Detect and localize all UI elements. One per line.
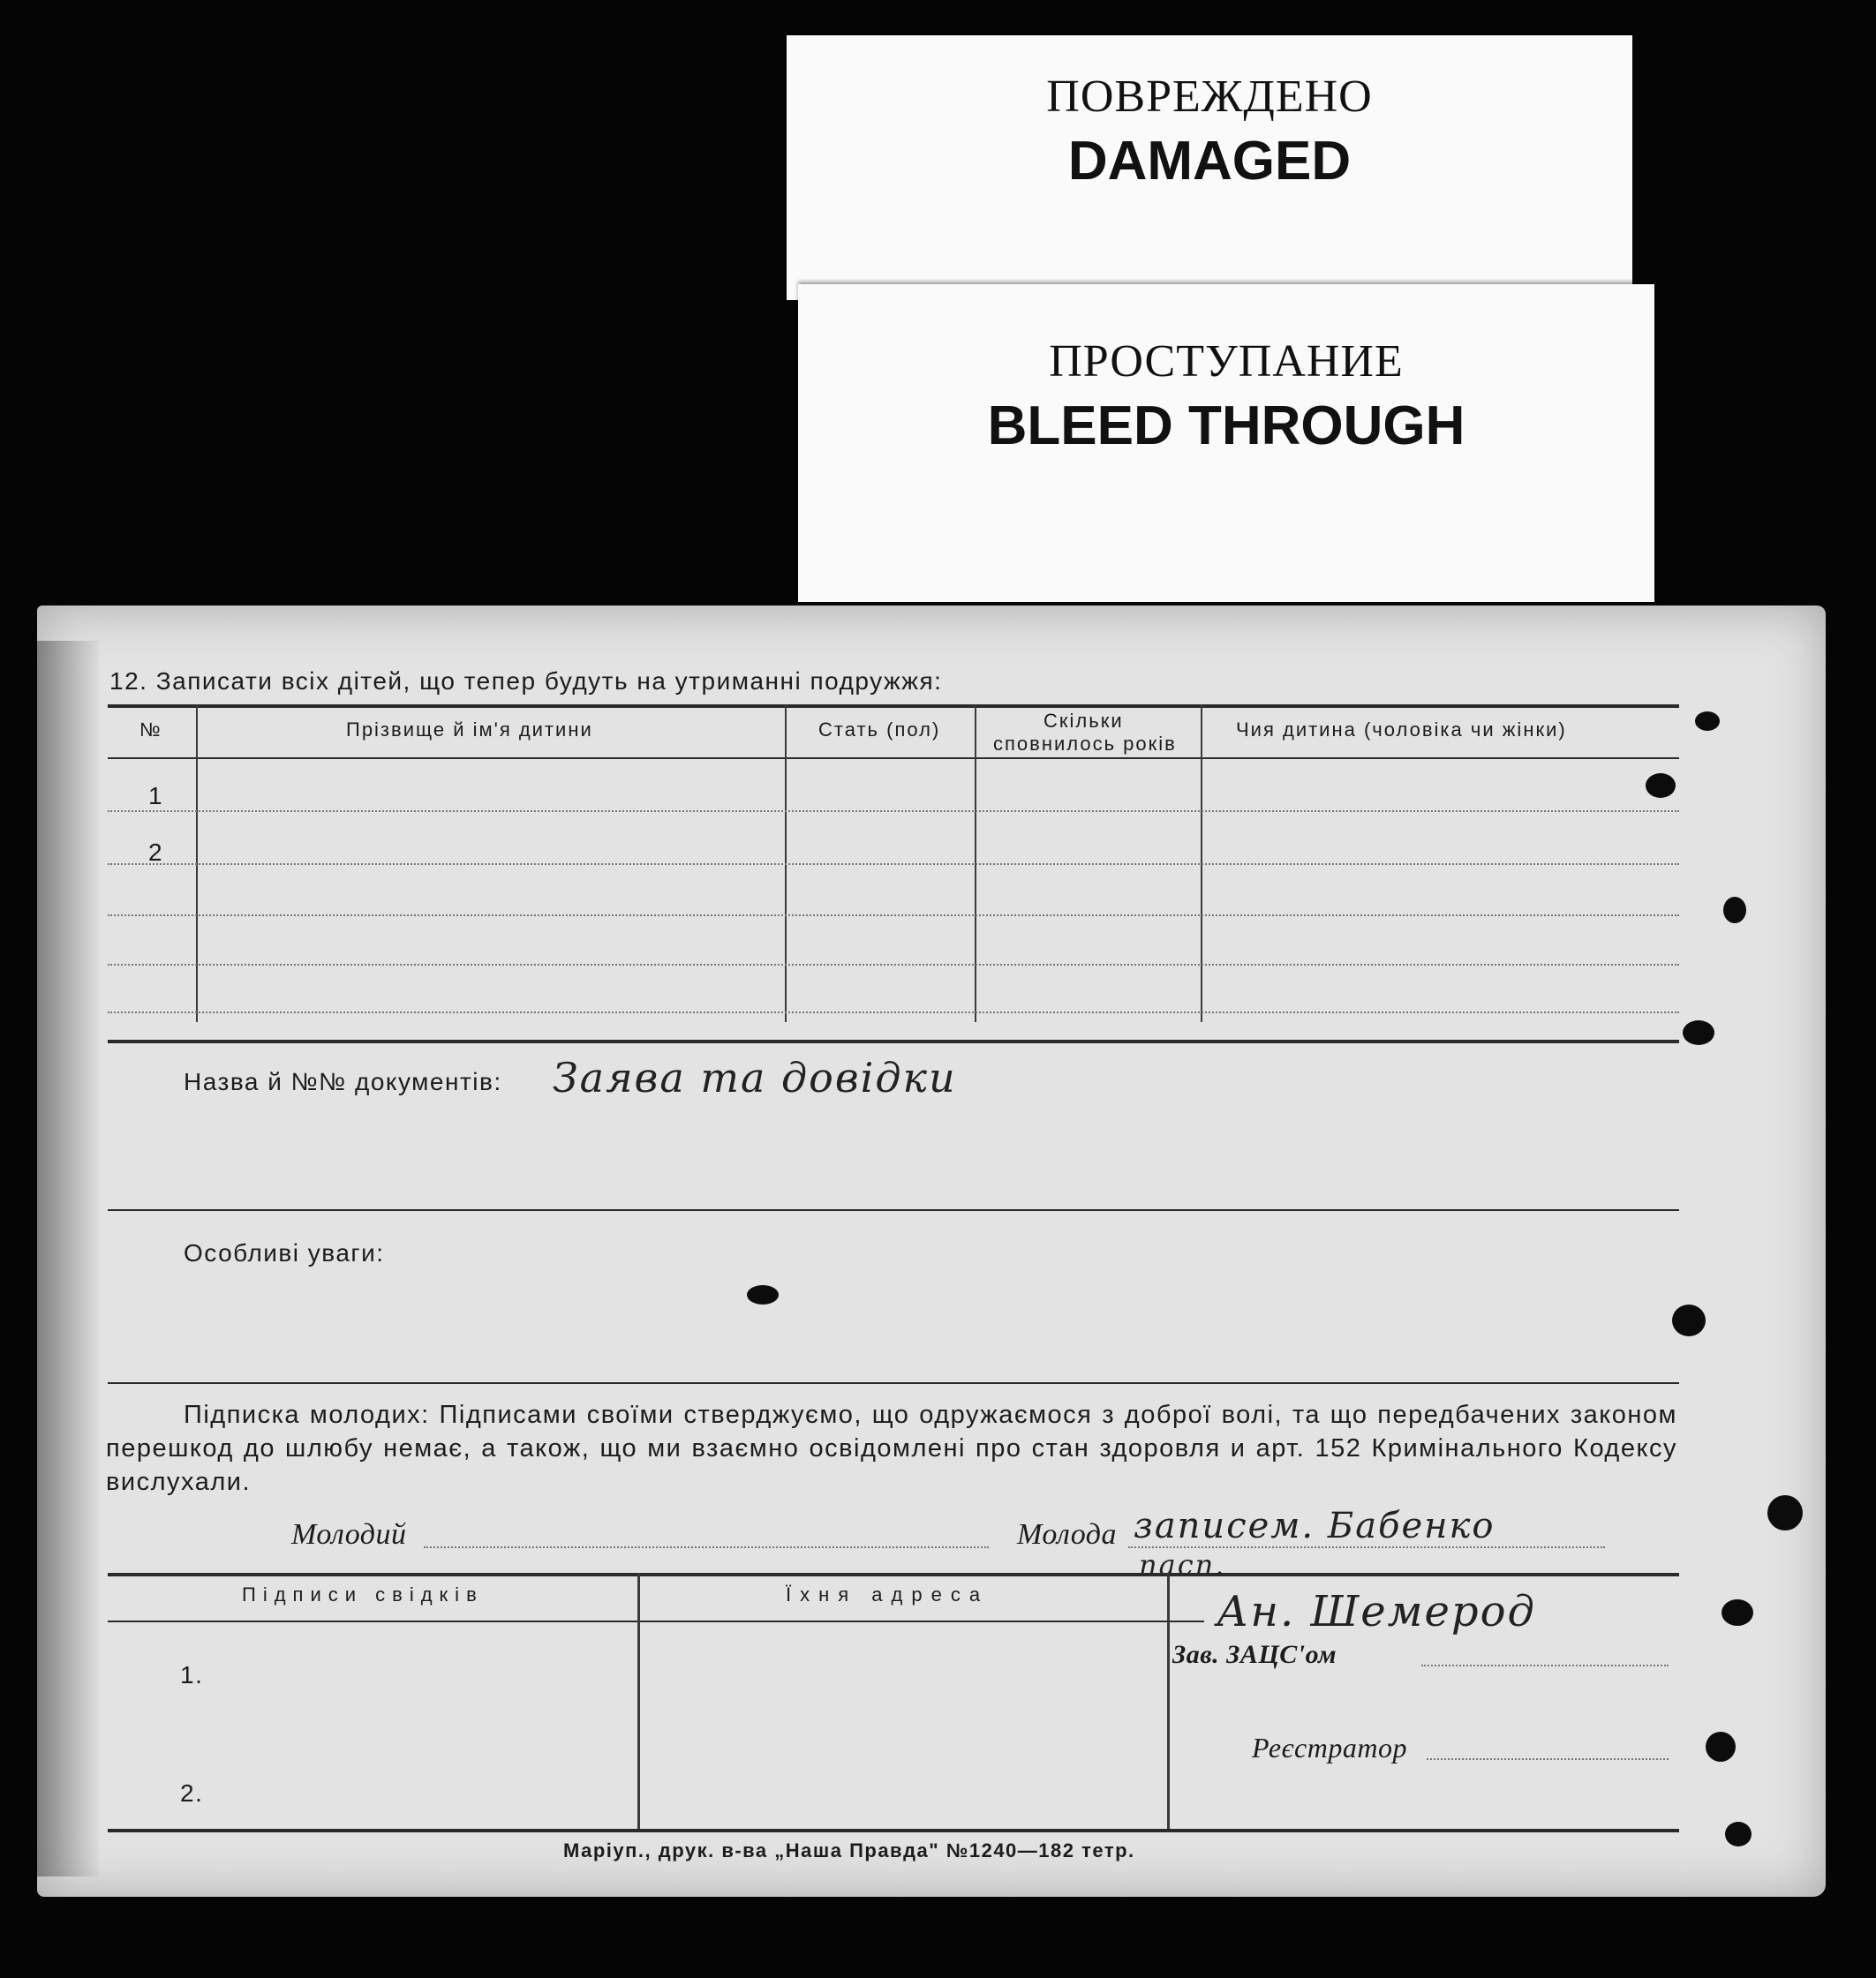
registry-head-signature-line bbox=[1421, 1665, 1669, 1666]
col-header-whose-child: Чия дитина (чоловіка чи жінки) bbox=[1236, 718, 1567, 741]
witness-number: 1. bbox=[180, 1661, 204, 1688]
paper-edge-damage bbox=[37, 641, 99, 1876]
table-top-rule bbox=[108, 704, 1679, 708]
bride-signature-note: пасп. bbox=[1139, 1548, 1226, 1582]
binding-hole bbox=[1646, 773, 1676, 798]
col-header-child-name: Прізвище й ім'я дитини bbox=[346, 718, 593, 741]
bleed-through-notice-latin: BLEED THROUGH bbox=[987, 395, 1465, 456]
binding-hole bbox=[1767, 1495, 1803, 1531]
special-notes-bottom-rule bbox=[108, 1382, 1679, 1384]
documents-bottom-rule bbox=[108, 1209, 1679, 1211]
col-header-number: № bbox=[139, 718, 162, 741]
col-header-sex: Стать (пол) bbox=[818, 718, 941, 741]
witnesses-table-top-rule bbox=[108, 1573, 1679, 1576]
table-row-line bbox=[108, 1012, 1679, 1013]
marriage-record-form-sheet bbox=[37, 605, 1826, 1897]
witnesses-column-divider bbox=[1167, 1573, 1170, 1829]
damaged-notice-cyrillic: ПОВРЕЖДЕНО bbox=[1046, 71, 1373, 122]
documents-label: Назва й №№ документів: bbox=[184, 1068, 502, 1095]
section-12-title: 12. Записати всіх дітей, що тепер будуть на утриманні подружжя: bbox=[109, 667, 943, 695]
binding-hole bbox=[1672, 1305, 1706, 1336]
table-row-line bbox=[108, 964, 1679, 966]
table-row-number: 1 bbox=[148, 782, 164, 809]
witnesses-header-rule bbox=[108, 1621, 1204, 1622]
registrar-signature-line bbox=[1427, 1758, 1669, 1760]
groom-signature-line bbox=[424, 1546, 989, 1548]
binding-hole bbox=[1683, 1020, 1714, 1045]
witness-number: 2. bbox=[180, 1779, 204, 1807]
table-row-line bbox=[108, 863, 1679, 865]
col-header-age-line2: сповнилось років bbox=[993, 733, 1177, 755]
damaged-notice-card bbox=[787, 35, 1632, 300]
registry-head-label: Зав. ЗАЦС'ом bbox=[1172, 1640, 1337, 1669]
table-header-rule bbox=[108, 757, 1679, 759]
documents-handwritten-value: Заява та довідки bbox=[553, 1054, 957, 1102]
table-bottom-rule bbox=[108, 1040, 1679, 1043]
form-bottom-rule bbox=[108, 1829, 1679, 1832]
ink-blot bbox=[747, 1285, 779, 1305]
spouses-declaration-text: Підписка молодих: Підписами своїми стверджуємо, що одружаємося з доброї волі, та що передбачених законом перешкод до шлюбу немає, а також, що ми взаємно освідомлені про стан здоровля и арт. 152 Кримінального Кодексу вислухали. bbox=[106, 1401, 1677, 1496]
registrar-label: Реєстратор bbox=[1252, 1732, 1407, 1764]
table-row-number: 2 bbox=[148, 839, 164, 866]
binding-hole bbox=[1723, 897, 1746, 923]
binding-hole bbox=[1695, 711, 1720, 731]
bleed-through-notice-card bbox=[798, 284, 1654, 602]
binding-hole bbox=[1706, 1732, 1736, 1762]
damaged-notice-latin: DAMAGED bbox=[1067, 131, 1352, 192]
printer-footer: Маріуп., друк. в-ва „Наша Правда" №1240—182 тетр. bbox=[563, 1839, 1135, 1861]
binding-hole bbox=[1722, 1599, 1753, 1626]
col-header-age-line1: Скільки bbox=[1043, 710, 1124, 732]
groom-label: Молодий bbox=[291, 1518, 407, 1551]
head-handwritten-signature: Ан. Шемерод bbox=[1217, 1587, 1536, 1636]
bleed-through-notice-cyrillic: ПРОСТУПАНИЕ bbox=[1049, 336, 1404, 387]
bride-handwritten-signature: записем. Бабенко bbox=[1134, 1506, 1496, 1546]
witnesses-column-divider bbox=[637, 1573, 640, 1829]
binding-hole bbox=[1725, 1822, 1752, 1846]
table-row-line bbox=[108, 914, 1679, 916]
witnesses-address-header: Їхня адреса bbox=[786, 1583, 990, 1606]
table-row-line bbox=[108, 810, 1679, 812]
bride-label: Молода bbox=[1017, 1518, 1117, 1551]
witnesses-signatures-header: Підписи свідків bbox=[242, 1583, 484, 1606]
special-notes-label: Особливі уваги: bbox=[184, 1239, 385, 1267]
